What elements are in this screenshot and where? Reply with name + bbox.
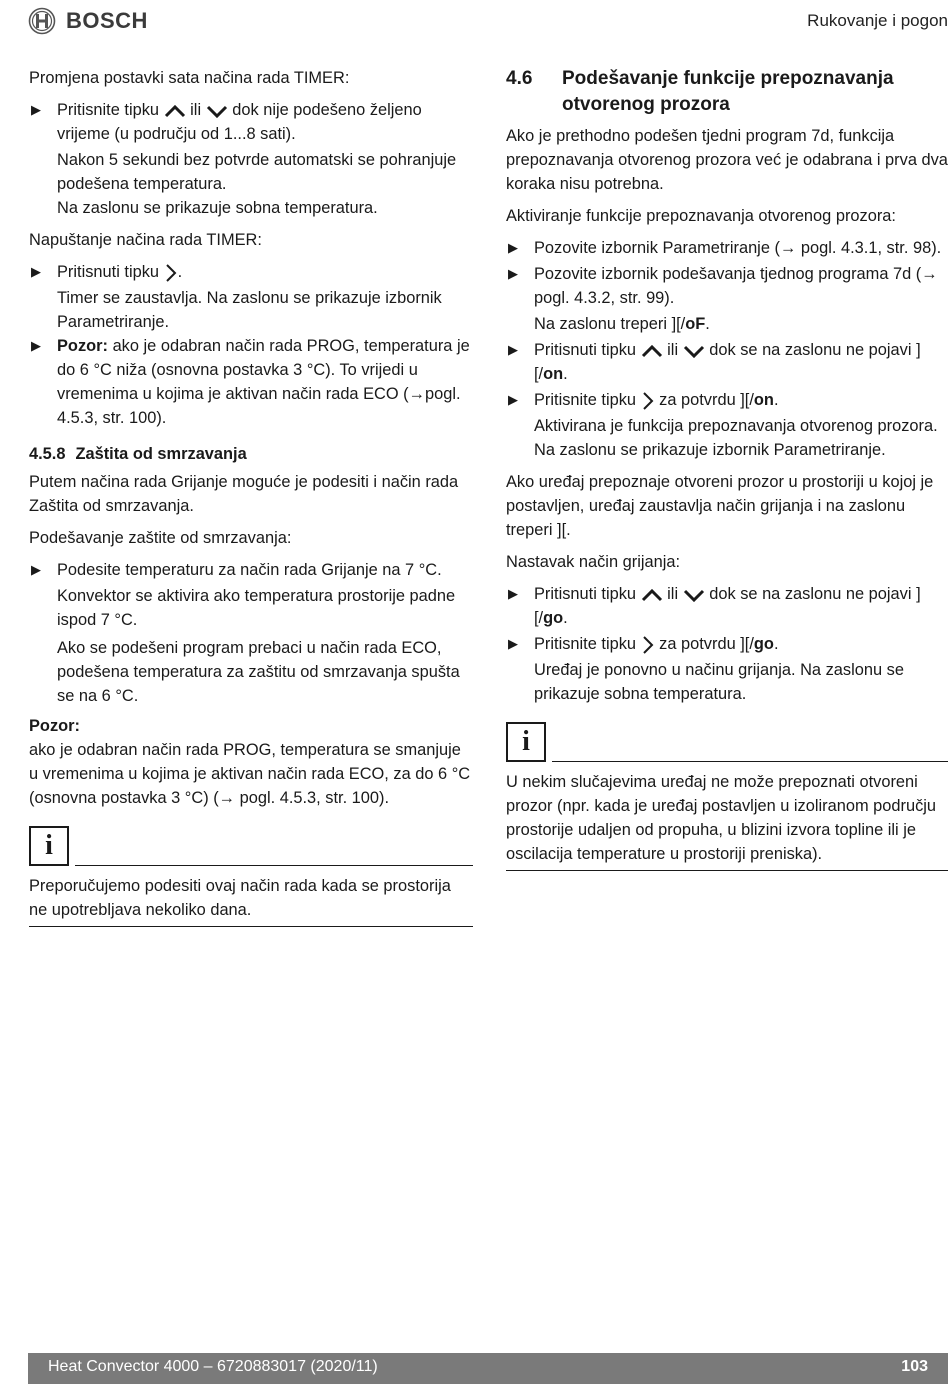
bullet-arrow-icon: ▶ <box>508 586 518 601</box>
chevron-right-icon <box>641 635 655 655</box>
warning-label: Pozor: <box>57 337 108 355</box>
paragraph: Aktiviranje funkcije prepoznavanja otvorenog prozora: <box>506 207 896 225</box>
step-text: Pritisnite tipku <box>57 101 160 119</box>
step-text: dok se na zaslonu ne pojavi ][/ <box>534 585 921 627</box>
section-heading-title: Podešavanje funkcije prepoznavanja otvorenog prozora <box>562 68 894 115</box>
chevron-down-icon <box>683 588 705 602</box>
footer-document-id: Heat Convector 4000 – 6720883017 (2020/11) <box>48 1358 378 1375</box>
result-text: Na zaslonu se prikazuje sobna temperatura. <box>57 199 378 217</box>
section-title: Rukovanje i pogon <box>807 11 948 30</box>
display-code: go <box>543 609 564 627</box>
list-item: ▶ Pritisnuti tipku ili dok se na zaslonu ne pojavi ][/go. <box>506 582 948 630</box>
chevron-right-icon <box>641 391 655 411</box>
bullet-arrow-icon: ▶ <box>31 102 41 117</box>
divider <box>75 865 473 866</box>
step-text: Pritisnite tipku <box>534 635 637 653</box>
list-item <box>29 558 473 582</box>
bosch-armature-icon <box>28 7 56 35</box>
step-text: Pritisnuti tipku <box>57 263 160 281</box>
result-text: Na zaslonu treperi ][/oF. <box>534 315 710 333</box>
chevron-down-icon <box>206 104 228 118</box>
display-code: on <box>753 391 774 409</box>
brand-name: BOSCH <box>66 8 148 33</box>
bullet-arrow-icon: ▶ <box>31 338 41 353</box>
result-text: Nakon 5 sekundi bez potvrde automatski se pohranjuje podešena temperatura. <box>57 151 457 193</box>
paragraph: Podešavanje zaštite od smrzavanja: <box>29 529 292 547</box>
result-text: Ako se podešeni program prebaci u način rada ECO, podešena temperatura za zaštitu od smrzavanja spušta se na 6 °C. <box>57 639 460 705</box>
bullet-arrow-icon: ▶ <box>31 264 41 279</box>
step-text: ili <box>667 341 679 359</box>
warning-text: ako je odabran način rada PROG, temperatura je do 6 °C niža (osnovna postavka 3 °C). To vrijedi u vremenima u kojima je aktivan način rada ECO (→pogl. 4.5.3, str. 100). <box>57 337 470 427</box>
chevron-right-icon <box>164 263 178 283</box>
timer-change-intro: Promjena postavki sata načina rada TIMER: <box>29 69 350 87</box>
subsection-number: 4.5.8 <box>29 445 66 463</box>
display-code: go <box>753 635 774 653</box>
bullet-arrow-icon: ▶ <box>508 636 518 651</box>
divider <box>552 761 948 762</box>
section-number: 4.6 <box>506 68 533 89</box>
bosch-logo <box>28 7 148 35</box>
step-text: Pozovite izbornik Parametriranje (→ pogl. 4.3.1, str. 98). <box>534 239 942 257</box>
list-item <box>506 262 948 310</box>
info-note-header <box>29 826 473 866</box>
display-code: on <box>543 365 564 383</box>
right-column <box>506 66 948 879</box>
result-text: Uređaj je ponovno u načinu grijanja. Na zaslonu se prikazuje sobna temperatura. <box>534 661 904 703</box>
subsection-heading <box>29 442 473 466</box>
section-heading <box>506 66 948 118</box>
step-text: Pozovite izbornik podešavanja tjednog programa 7d (→ pogl. 4.3.2, str. 99). <box>534 265 938 307</box>
step-text: ili <box>667 585 679 603</box>
step-text: dok se na zaslonu ne pojavi ][/ <box>534 341 921 383</box>
info-note-text: Preporučujemo podesiti ovaj način rada kada se prostorija ne upotrebljava nekoliko dana. <box>29 874 473 927</box>
step-text: . <box>177 263 183 281</box>
info-icon: i <box>29 826 69 866</box>
result-text: Timer se zaustavlja. Na zaslonu se prikazuje izbornik Parametriranje. <box>57 289 442 331</box>
info-note-header <box>506 722 948 762</box>
step-text: Podesite temperaturu za način rada Grijanje na 7 °C. <box>57 561 442 579</box>
info-icon: i <box>506 722 546 762</box>
step-text: za potvrdu ][/ <box>659 391 754 409</box>
bullet-arrow-icon: ▶ <box>508 240 518 255</box>
chevron-up-icon <box>164 104 186 118</box>
result-text: Konvektor se aktivira ako temperatura prostorije padne ispod 7 °C. <box>57 587 456 629</box>
warning-label: Pozor: <box>29 717 80 735</box>
list-item: ▶ Pritisnite tipku za potvrdu ][/on. <box>506 388 948 412</box>
bullet-arrow-icon: ▶ <box>508 392 518 407</box>
page-header <box>0 0 950 44</box>
subsection-title: Zaštita od smrzavanja <box>75 445 247 463</box>
bullet-arrow-icon: ▶ <box>508 266 518 281</box>
chevron-down-icon <box>683 344 705 358</box>
step-text: dok nije podešeno željeno vrijeme (u području od 1...8 sati). <box>57 101 422 143</box>
timer-exit-intro: Napuštanje načina rada TIMER: <box>29 231 262 249</box>
paragraph: Putem načina rada Grijanje moguće je podesiti i način rada Zaštita od smrzavanja. <box>29 473 459 515</box>
paragraph: Ako je prethodno podešen tjedni program 7d, funkcija prepoznavanja otvorenog prozora već je odabrana i prva dva koraka nisu potrebna. <box>506 127 948 193</box>
list-item <box>29 260 473 284</box>
step-text: za potvrdu ][/ <box>659 635 754 653</box>
list-item <box>506 236 948 260</box>
display-code: oF <box>685 315 706 333</box>
info-note-text: U nekim slučajevima uređaj ne može prepoznati otvoreni prozor (npr. kada je uređaj postavljen u izoliranom području prostorije udaljen od propuha, u blizini izvora topline ili je oscilacija temperature u prostoriji preniska). <box>506 770 948 871</box>
list-item: ▶ Pritisnuti tipku ili dok se na zaslonu ne pojavi ][/on. <box>506 338 948 386</box>
list-item: ▶ Pritisnite tipku za potvrdu ][/go. <box>506 632 948 656</box>
step-text: Pritisnite tipku <box>534 391 637 409</box>
step-text: ili <box>190 101 202 119</box>
bullet-arrow-icon: ▶ <box>31 562 41 577</box>
chevron-up-icon <box>641 588 663 602</box>
warning-text: ako je odabran način rada PROG, temperatura se smanjuje u vremenima u kojima je aktivan način rada ECO, za do 6 °C (osnovna postavka 3 °C) (→ pogl. 4.5.3, str. 100). <box>29 741 471 807</box>
left-column <box>29 66 473 935</box>
chevron-up-icon <box>641 344 663 358</box>
list-item <box>29 334 473 430</box>
step-text: Pritisnuti tipku <box>534 585 637 603</box>
result-text: Aktivirana je funkcija prepoznavanja otvorenog prozora. Na zaslonu se prikazuje izbornik Parametriranje. <box>534 417 938 459</box>
page-number: 103 <box>901 1358 928 1375</box>
bullet-arrow-icon: ▶ <box>508 342 518 357</box>
list-item <box>29 98 473 146</box>
step-text: Pritisnuti tipku <box>534 341 637 359</box>
paragraph: Nastavak način grijanja: <box>506 553 681 571</box>
page-footer <box>28 1353 948 1384</box>
paragraph: Ako uređaj prepoznaje otvoreni prozor u prostoriji u kojoj je postavljen, uređaj zaustavlja način grijanja i na zaslonu treperi ][. <box>506 473 934 539</box>
